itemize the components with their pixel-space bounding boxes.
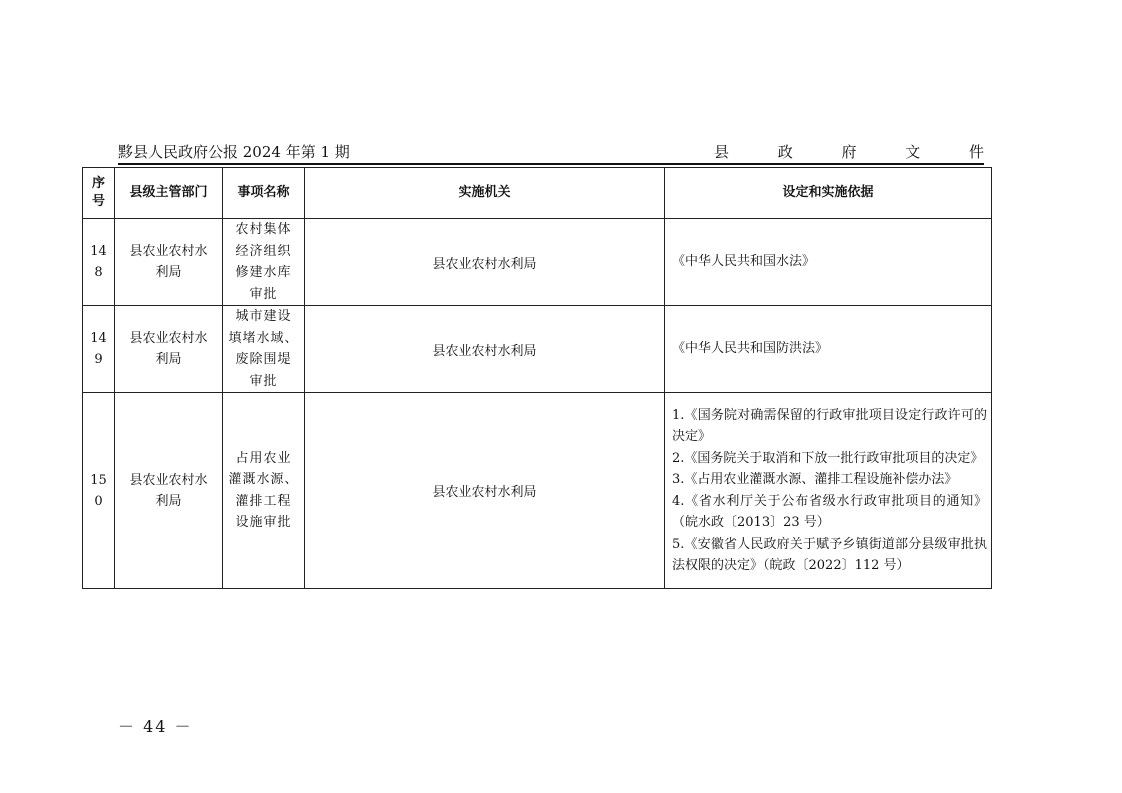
basis-cell-line: 5.《安徽省人民政府关于赋予乡镇街道部分县级审批执法权限的决定》（皖政〔2022〕112 号） xyxy=(672,536,987,573)
basis-cell xyxy=(665,219,992,306)
table-row xyxy=(83,393,992,589)
section-char: 府 xyxy=(841,143,857,161)
seq-cell-line: 8 xyxy=(94,265,103,280)
item-name-cell-line: 灌溉水源、 xyxy=(228,472,299,487)
col-header-agency: 实施机关 xyxy=(305,168,665,219)
item-name-cell xyxy=(223,219,305,306)
section-char: 县 xyxy=(714,143,730,161)
item-name-cell-line: 经济组织 xyxy=(235,243,292,259)
dept-cell-line: 县农业农村水 xyxy=(129,472,208,488)
basis-cell-line: 1.《国务院对确需保留的行政审批项目设定行政许可的决定》 xyxy=(672,407,987,444)
page-number: － 44 － xyxy=(118,717,193,736)
table-row xyxy=(83,306,992,393)
dept-cell xyxy=(115,219,223,306)
page-header xyxy=(118,141,984,163)
col-header-item: 事项名称 xyxy=(223,168,305,219)
section-char: 件 xyxy=(968,143,984,161)
table-header-row xyxy=(83,168,992,219)
col-header-basis: 设定和实施依据 xyxy=(665,168,992,219)
dept-cell xyxy=(115,306,223,393)
seq-cell-line: 15 xyxy=(90,472,107,488)
agency-cell: 县农业农村水利局 xyxy=(305,393,665,589)
item-name-cell-line: 灌排工程 xyxy=(235,493,292,509)
item-name-cell-line: 修建水库 xyxy=(235,265,292,280)
seq-cell xyxy=(83,306,115,393)
dept-cell-line: 县农业农村水 xyxy=(129,331,208,346)
seq-cell-line: 14 xyxy=(90,244,107,259)
item-name-cell-line: 设施审批 xyxy=(235,515,292,530)
col-header-dept: 县级主管部门 xyxy=(115,168,223,219)
basis-cell-line: 3.《占用农业灌溉水源、灌排工程设施补偿办法》 xyxy=(672,472,958,487)
basis-cell-line: 《中华人民共和国水法》 xyxy=(672,254,816,270)
approval-items-table xyxy=(82,167,992,589)
seq-cell-line: 0 xyxy=(94,493,103,509)
item-name-cell xyxy=(223,393,305,589)
basis-cell xyxy=(665,306,992,393)
basis-cell-line: 《中华人民共和国防洪法》 xyxy=(672,341,829,357)
item-name-cell-line: 审批 xyxy=(249,286,278,302)
col-header-seq xyxy=(83,168,115,219)
section-title xyxy=(714,141,984,163)
item-name-cell-line: 废除围堤 xyxy=(235,352,292,367)
item-name-cell-line: 占用农业 xyxy=(235,450,292,466)
dept-cell-line: 县农业农村水 xyxy=(129,244,208,259)
seq-cell-line: 9 xyxy=(94,352,103,367)
basis-cell xyxy=(665,393,992,589)
item-name-cell-line: 城市建设 xyxy=(235,309,292,324)
dept-cell-line: 利局 xyxy=(155,352,182,367)
item-name-cell-line: 填堵水域、 xyxy=(228,330,299,346)
seq-cell xyxy=(83,393,115,589)
bulletin-title: 黟县人民政府公报 2024 年第 1 期 xyxy=(118,143,350,161)
section-char: 政 xyxy=(777,143,793,161)
header-rule-thick xyxy=(118,163,984,165)
table-row xyxy=(83,219,992,306)
basis-cell-line: 4.《省水利厅关于公布省级水行政审批项目的通知》（皖水政〔2013〕23 号） xyxy=(672,493,987,530)
dept-cell-line: 利局 xyxy=(155,265,182,280)
basis-cell-line: 2.《国务院关于取消和下放一批行政审批项目的决定》 xyxy=(672,450,984,466)
agency-cell: 县农业农村水利局 xyxy=(305,306,665,393)
item-name-cell-line: 农村集体 xyxy=(235,222,292,237)
seq-cell-line: 14 xyxy=(90,331,107,346)
agency-cell: 县农业农村水利局 xyxy=(305,219,665,306)
item-name-cell-line: 审批 xyxy=(249,373,278,389)
col-header-seq-text: 序 号 xyxy=(91,176,105,209)
section-char: 文 xyxy=(905,143,921,161)
dept-cell-line: 利局 xyxy=(155,493,182,509)
seq-cell xyxy=(83,219,115,306)
item-name-cell xyxy=(223,306,305,393)
dept-cell xyxy=(115,393,223,589)
